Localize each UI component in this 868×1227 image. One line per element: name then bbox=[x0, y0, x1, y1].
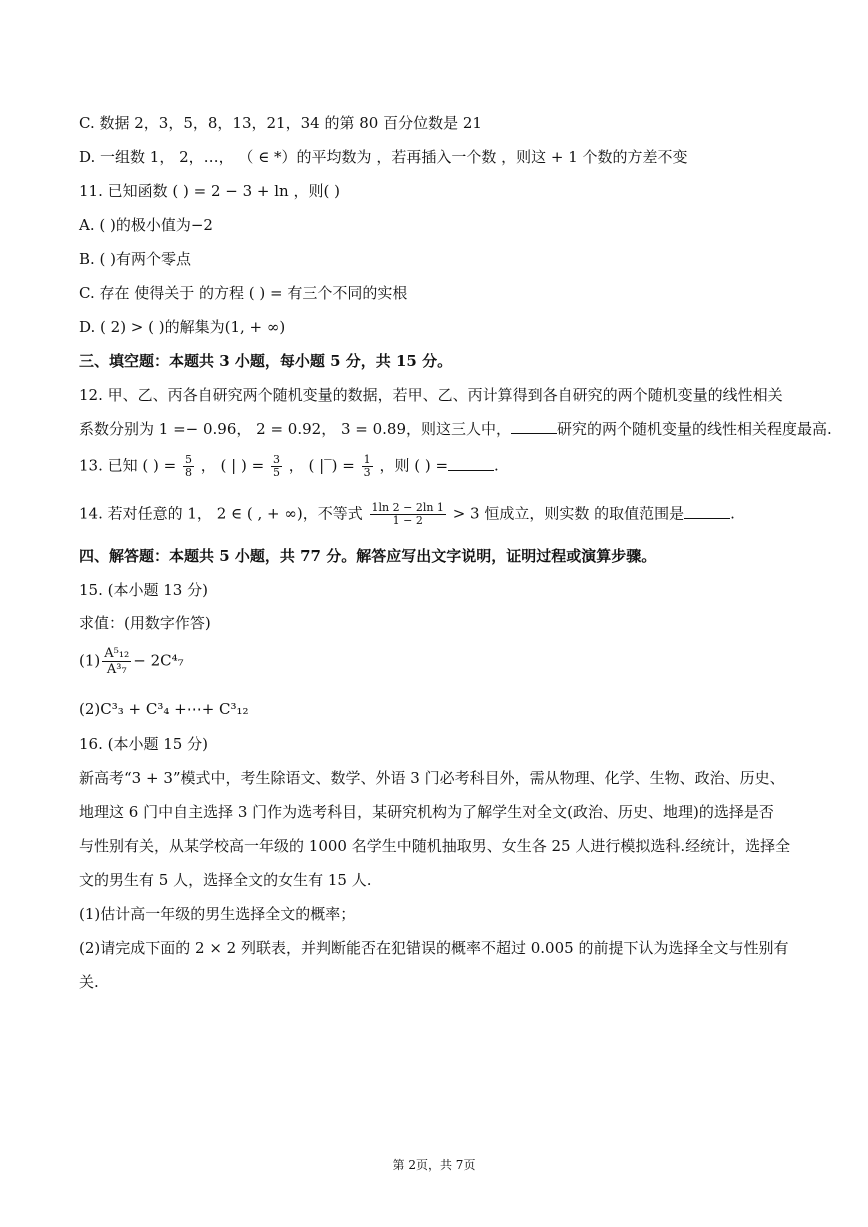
denominator: 3 bbox=[363, 466, 371, 479]
text: 三、填空题：本题共 3 小题，每小题 5 分，共 15 分。 bbox=[79, 352, 453, 370]
numerator: 1ln 2 − 2ln 1 bbox=[371, 501, 444, 514]
question-16-body bbox=[79, 767, 798, 789]
text: . bbox=[494, 456, 499, 475]
question-15-part-1 bbox=[79, 646, 798, 677]
text: − 2C⁴₇ bbox=[133, 651, 184, 670]
text: 新高考“3 + 3”模式中，考生除语文、数学、外语 3 门必考科目外，需从物理、化学、生物、政治、历史、 bbox=[79, 769, 785, 787]
text: ， ( | ) = bbox=[200, 456, 265, 475]
page-footer: 第 2页，共 7页 bbox=[392, 1158, 476, 1172]
answer-blank[interactable] bbox=[448, 456, 494, 471]
question-12 bbox=[79, 384, 798, 406]
text: 16. (本小题 15 分) bbox=[79, 735, 208, 753]
option-c-q11 bbox=[79, 282, 798, 304]
text: 研究的两个随机变量的线性相关程度最高. bbox=[557, 420, 832, 438]
question-16-part-2 bbox=[79, 937, 798, 959]
text: ，则 ( ) = bbox=[379, 456, 449, 475]
option-d-q10 bbox=[79, 146, 798, 168]
text: 四、解答题：本题共 5 小题，共 77 分。解答应写出文字说明，证明过程或演算步骤。 bbox=[79, 547, 657, 565]
text: 14. 若对任意的 1， 2 ∈ ( , + ∞)，不等式 bbox=[79, 504, 363, 523]
question-14 bbox=[79, 502, 798, 527]
denominator: 5 bbox=[272, 466, 280, 479]
question-16-header bbox=[79, 733, 798, 755]
text: C. 存在 使得关于 的方程 ( ) = 有三个不同的实根 bbox=[79, 284, 408, 302]
text: 15. (本小题 13 分) bbox=[79, 581, 208, 599]
answer-blank[interactable] bbox=[684, 504, 730, 519]
text: (2)请完成下面的 2 × 2 列联表，并判断能否在犯错误的概率不超过 0.005 的前提下认为选择全文与性别有 bbox=[79, 939, 789, 957]
option-a-q11 bbox=[79, 214, 798, 236]
section-heading-answer bbox=[79, 545, 798, 567]
text: B. ( )有两个零点 bbox=[79, 250, 192, 268]
question-11 bbox=[79, 180, 798, 202]
text: 11. 已知函数 ( ) = 2 − 3 + ln ，则( ) bbox=[79, 182, 340, 200]
text: 系数分别为 1 =− 0.96， 2 = 0.92， 3 = 0.89，则这三人中， bbox=[79, 420, 512, 438]
numerator: 5 bbox=[184, 453, 192, 466]
text: 地理这 6 门中自主选择 3 门作为选考科目，某研究机构为了解学生对全文(政治、历史、地理)的选择是否 bbox=[79, 803, 774, 821]
fraction bbox=[271, 454, 282, 479]
text: 求值：(用数字作答) bbox=[79, 614, 211, 632]
text: C. 数据 2，3，5，8，13，21，34 的第 80 百分位数是 21 bbox=[79, 114, 482, 132]
numerator: 1 bbox=[363, 453, 371, 466]
question-16-body bbox=[79, 835, 798, 857]
question-16-body bbox=[79, 801, 798, 823]
text: > 3 恒成立，则实数 的取值范围是 bbox=[452, 504, 685, 523]
question-15-prompt bbox=[79, 612, 798, 634]
text: ， ( |‾) = bbox=[288, 456, 355, 475]
question-16-part-2-cont bbox=[79, 971, 798, 993]
question-15-header bbox=[79, 579, 798, 601]
denominator: 1 − 2 bbox=[392, 514, 423, 527]
text: 13. 已知 ( ) = bbox=[79, 456, 177, 475]
section-heading-fill-in bbox=[79, 350, 798, 372]
text: D. 一组数 1， 2，…， （ ∈ *）的平均数为 ，若再插入一个数 ，则这 + 1 个数的方差不变 bbox=[79, 148, 688, 166]
question-16-body bbox=[79, 869, 798, 891]
fraction bbox=[183, 454, 194, 479]
question-16-part-1 bbox=[79, 903, 798, 925]
text: A. ( )的极小值为−2 bbox=[79, 216, 213, 234]
numerator: 3 bbox=[272, 453, 280, 466]
fraction bbox=[362, 454, 373, 479]
fraction bbox=[102, 646, 131, 677]
denominator: 8 bbox=[184, 466, 192, 479]
fraction bbox=[370, 502, 446, 527]
denominator: A³₇ bbox=[106, 662, 127, 677]
text: 关. bbox=[79, 973, 99, 991]
text: (2)C³₃ + C³₄ +⋯+ C³₁₂ bbox=[79, 700, 249, 718]
option-c-q10 bbox=[79, 112, 798, 134]
text: 与性别有关，从某学校高一年级的 1000 名学生中随机抽取男、女生各 25 人进行模拟选科.经统计，选择全 bbox=[79, 837, 791, 855]
text: . bbox=[730, 504, 735, 523]
text: 文的男生有 5 人，选择全文的女生有 15 人. bbox=[79, 871, 372, 889]
question-15-part-2 bbox=[79, 698, 798, 720]
question-13 bbox=[79, 454, 798, 479]
text: (1)估计高一年级的男生选择全文的概率； bbox=[79, 905, 356, 923]
text: 12. 甲、乙、丙各自研究两个随机变量的数据，若甲、乙、丙计算得到各自研究的两个随机变量的线性相关 bbox=[79, 386, 783, 404]
option-b-q11 bbox=[79, 248, 798, 270]
numerator: A⁵₁₂ bbox=[104, 646, 130, 661]
question-12-cont bbox=[79, 418, 832, 440]
answer-blank[interactable] bbox=[511, 419, 557, 434]
option-d-q11 bbox=[79, 316, 798, 338]
text: (1) bbox=[79, 651, 101, 670]
text: D. ( 2) > ( )的解集为(1, + ∞) bbox=[79, 318, 286, 336]
